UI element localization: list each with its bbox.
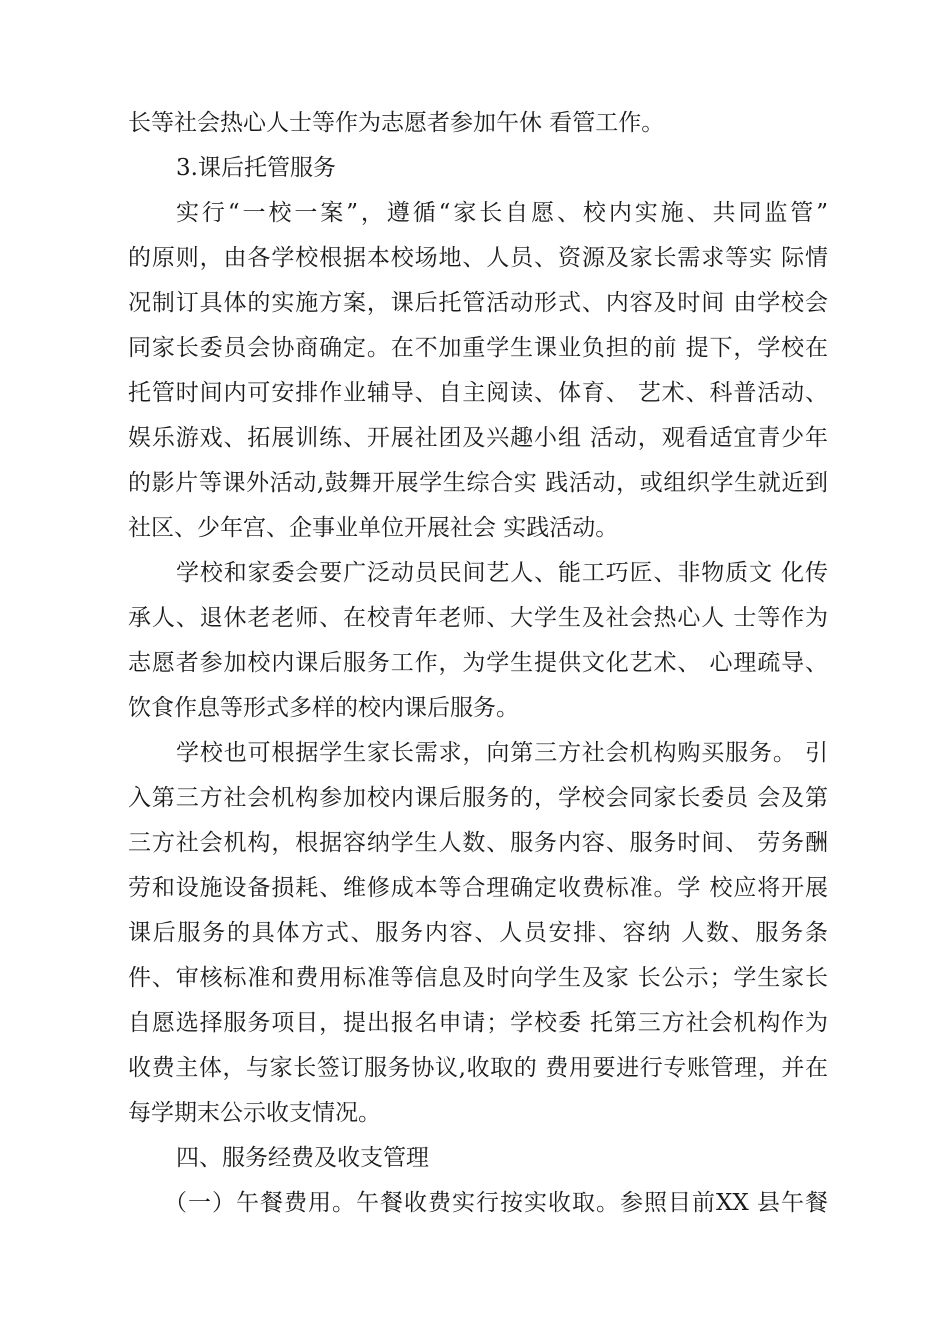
body-text-line: 的原则，由各学校根据本校场地、人员、资源及家长需求等实 际情 xyxy=(128,245,828,271)
body-text-line: 承人、退休老老师、在校青年老师、大学生及社会热心人 士等作为 xyxy=(128,605,828,631)
body-text-line: 长等社会热心人士等作为志愿者参加午休 看管工作。 xyxy=(128,110,665,136)
body-text-line: 托管时间内可安排作业辅导、自主阅读、体育、 艺术、科普活动、 xyxy=(128,380,828,406)
body-text-line: 每学期末公示收支情况。 xyxy=(128,1100,381,1126)
body-text-line: 自愿选择服务项目，提出报名申请；学校委 托第三方社会机构作为 xyxy=(128,1010,828,1036)
body-text-line: 志愿者参加校内课后服务工作，为学生提供文化艺术、 心理疏导、 xyxy=(128,650,828,676)
subsection-heading: 3.课后托管服务 xyxy=(176,155,336,181)
paragraph-first-line: 学校和家委会要广泛动员民间艺人、能工巧匠、非物质文 化传 xyxy=(176,560,828,586)
body-text-line: 的影片等课外活动,鼓舞开展学生综合实 践活动，或组织学生就近到 xyxy=(128,470,828,496)
section-heading: 四、服务经费及收支管理 xyxy=(176,1145,429,1171)
body-text-line: 课后服务的具体方式、服务内容、人员安排、容纳 人数、服务条 xyxy=(128,920,828,946)
body-text-line: 娱乐游戏、拓展训练、开展社团及兴趣小组 活动，观看适宜青少年 xyxy=(128,425,828,451)
paragraph-first-line: 学校也可根据学生家长需求，向第三方社会机构购买服务。 引 xyxy=(176,740,828,766)
body-text-line: 件、审核标准和费用标准等信息及时向学生及家 长公示；学生家长 xyxy=(128,965,828,991)
body-text-line: 社区、少年宫、企事业单位开展社会 实践活动。 xyxy=(128,515,619,541)
paragraph-first-line: 实行“一校一案”，遵循“家长自愿、校内实施、共同监管” xyxy=(176,200,828,226)
body-text-line: 入第三方社会机构参加校内课后服务的，学校会同家长委员 会及第 xyxy=(128,785,828,811)
paragraph-first-line: （一）午餐费用。午餐收费实行按实收取。参照目前XX 县午餐 xyxy=(164,1190,828,1216)
body-text-line: 饮食作息等形式多样的校内课后服务。 xyxy=(128,695,519,721)
body-text-line: 况制订具体的实施方案，课后托管活动形式、内容及时间 由学校会 xyxy=(128,290,828,316)
body-text-line: 三方社会机构，根据容纳学生人数、服务内容、服务时间、 劳务酬 xyxy=(128,830,828,856)
body-text-line: 同家长委员会协商确定。在不加重学生课业负担的前 提下，学校在 xyxy=(128,335,828,361)
body-text-line: 劳和设施设备损耗、维修成本等合理确定收费标准。学 校应将开展 xyxy=(128,875,828,901)
body-text-line: 收费主体，与家长签订服务协议,收取的 费用要进行专账管理，并在 xyxy=(128,1055,828,1081)
